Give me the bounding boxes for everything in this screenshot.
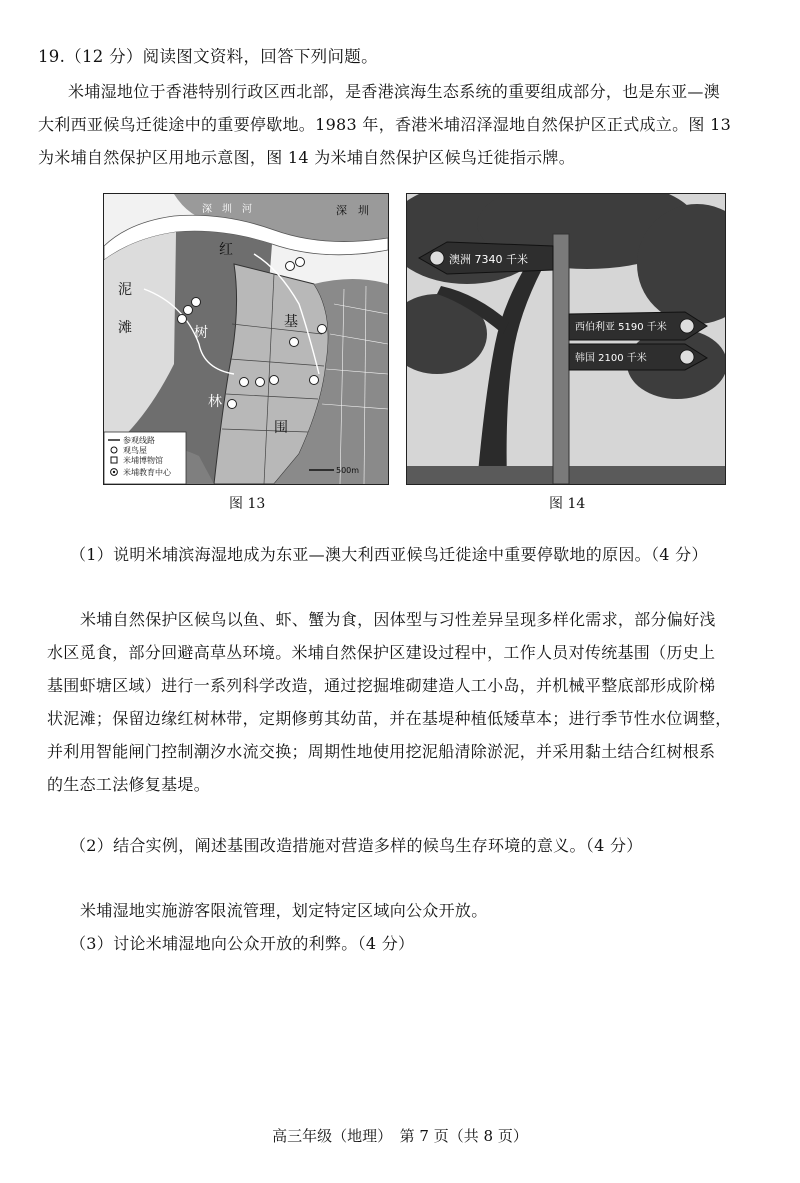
figure-13-map: [103, 193, 389, 485]
figure-14-photo: [406, 193, 726, 485]
map-label-mangrove-2: 树: [194, 325, 208, 341]
legend-bird-hide-icon: [111, 447, 117, 453]
map-label-jiwei-2: 围: [274, 420, 288, 436]
map-label-mudflat-1: 泥: [118, 282, 132, 298]
question-2-prompt: （2）结合实例，阐述基围改造措施对营造多样的候鸟生存环境的意义。（4 分）: [70, 836, 643, 855]
legend-bird-hide-label: 观鸟屋: [123, 446, 147, 455]
figure-13-caption: 图 13: [229, 496, 266, 512]
legend-route-label: 参观线路: [123, 436, 155, 445]
map-label-mudflat-2: 滩: [118, 320, 132, 336]
page-footer: 高三年级（地理） 第 7 页（共 8 页）: [272, 1127, 528, 1145]
material-line-6: 的生态工法修复基堤。: [47, 775, 211, 794]
question-3-prompt: （3）讨论米埔湿地向公众开放的利弊。（4 分）: [70, 934, 415, 953]
map-drawing: [104, 194, 388, 484]
question-header: 19.（12 分）阅读图文资料，回答下列问题。: [38, 47, 378, 66]
legend-education-label: 米埔教育中心: [123, 468, 171, 477]
map-label-mangrove-3: 林: [208, 394, 222, 410]
figure-14-caption: 图 14: [549, 496, 586, 512]
material-line-2: 水区觅食，部分回避高草丛环境。米埔自然保护区建设过程中，工作人员对传统基围（历史上: [47, 643, 716, 662]
intro-line-3: 为米埔自然保护区用地示意图，图 14 为米埔自然保护区候鸟迁徙指示牌。: [38, 148, 576, 167]
intro-line-2: 大利西亚候鸟迁徙途中的重要停歇地。1983 年，香港米埔沼泽湿地自然保护区正式成立。图 13: [38, 115, 732, 134]
question-1-prompt: （1）说明米埔滨海湿地成为东亚—澳大利西亚候鸟迁徙途中重要停歇地的原因。（4 分）: [70, 545, 708, 564]
map-label-jiwei-1: 基: [284, 314, 298, 330]
sign-siberia-text: 西伯利亚 5190 千米: [575, 322, 667, 333]
sign-pole: [553, 234, 569, 484]
scale-label: 500m: [336, 466, 360, 475]
sign-korea-text: 韩国 2100 千米: [575, 353, 647, 364]
map-label-mangrove-1: 红: [219, 242, 233, 258]
legend-museum-icon: [111, 457, 117, 463]
map-label-shenzhen: 深 圳: [336, 204, 369, 217]
map-label-shenzhen-river: 深 圳 河: [202, 204, 252, 215]
material-line-5: 并利用智能闸门控制潮汐水流交换；周期性地使用挖泥船清除淤泥，并采用黏土结合红树根系: [47, 742, 716, 761]
material-line-3: 基围虾塘区域）进行一系列科学改造，通过挖掘堆砌建造人工小岛，并机械平整底部形成阶梯: [47, 676, 716, 695]
signpost-drawing: [407, 194, 725, 484]
legend-museum-label: 米埔博物馆: [123, 456, 163, 465]
intro-line-1: 米埔湿地位于香港特别行政区西北部，是香港滨海生态系统的重要组成部分，也是东亚—澳: [68, 82, 721, 101]
material-2-line: 米埔湿地实施游客限流管理，划定特定区域向公众开放。: [80, 901, 488, 920]
material-line-4: 状泥滩；保留边缘红树林带，定期修剪其幼苗，并在基堤种植低矮草本；进行季节性水位调整，: [47, 709, 732, 728]
material-line-1: 米埔自然保护区候鸟以鱼、虾、蟹为食，因体型与习性差异呈现多样化需求，部分偏好浅: [80, 610, 716, 629]
sign-australia-text: 澳洲 7340 千米: [449, 253, 528, 266]
